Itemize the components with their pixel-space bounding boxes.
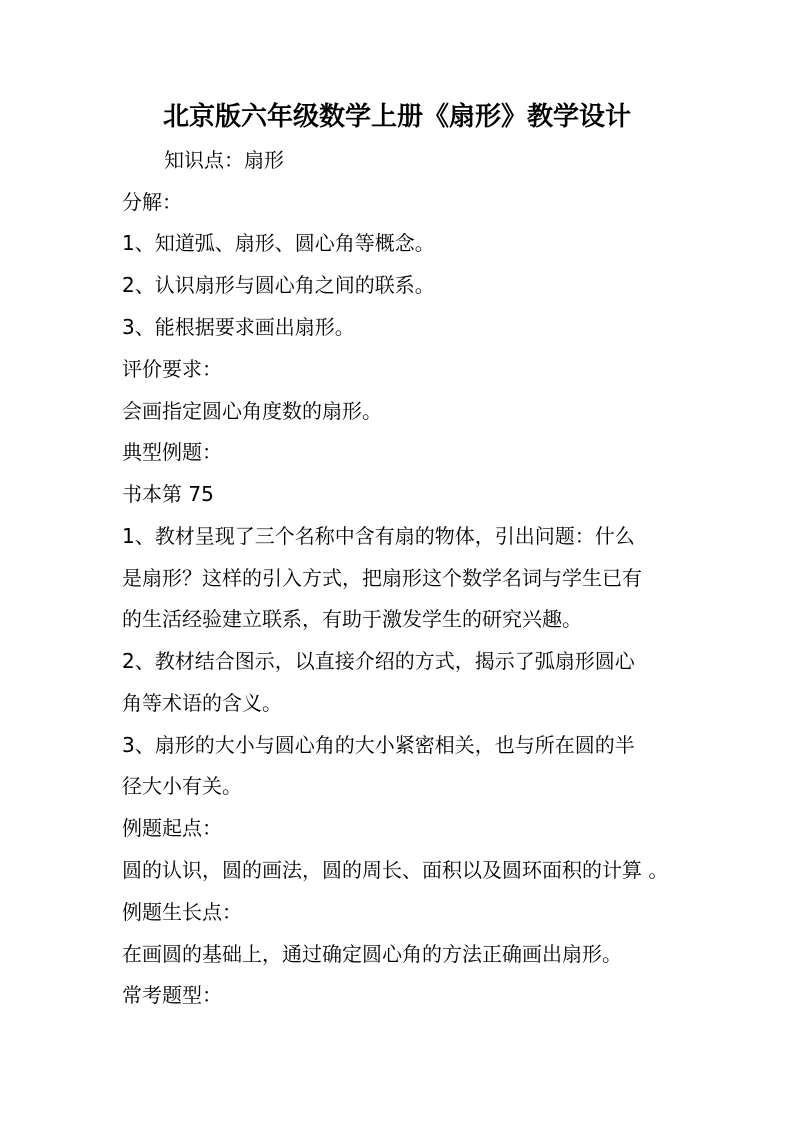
example-paragraph-line: 的生活经验建立联系，有助于激发学生的研究兴趣。 (122, 607, 582, 631)
evaluation-heading: 评价要求： (122, 357, 222, 381)
decomposition-item: 3、能根据要求画出扇形。 (122, 315, 355, 339)
document-title: 北京版六年级数学上册《扇形》教学设计 (162, 102, 631, 132)
book-page-reference: 书本第 75 (122, 482, 214, 506)
examples-heading: 典型例题： (122, 440, 222, 464)
common-questions-heading: 常考题型： (122, 983, 222, 1007)
decomposition-heading: 分解： (122, 190, 182, 214)
example-paragraph-line: 2、教材结合图示，以直接介绍的方式，揭示了弧扇形圆心 (122, 649, 635, 673)
example-paragraph-line: 角等术语的含义。 (122, 691, 282, 715)
knowledge-point: 知识点：扇形 (164, 148, 284, 172)
example-paragraph-line: 3、扇形的大小与圆心角的大小紧密相关，也与所在圆的半 (122, 733, 635, 757)
example-paragraph-line: 1、教材呈现了三个名称中含有扇的物体，引出问题：什么 (122, 524, 635, 548)
start-point-text: 圆的认识，圆的画法，圆的周长、面积以及圆环面积的计算 。 (122, 858, 669, 882)
start-point-heading: 例题起点： (122, 816, 222, 840)
example-paragraph-line: 径大小有关。 (122, 774, 242, 798)
decomposition-item: 1、知道弧、扇形、圆心角等概念。 (122, 231, 435, 255)
decomposition-item: 2、认识扇形与圆心角之间的联系。 (122, 273, 435, 297)
example-paragraph-line: 是扇形？这样的引入方式，把扇形这个数学名词与学生已有 (122, 566, 642, 590)
growth-point-heading: 例题生长点： (122, 900, 242, 924)
evaluation-text: 会画指定圆心角度数的扇形。 (122, 399, 382, 423)
growth-point-text: 在画圆的基础上，通过确定圆心角的方法正确画出扇形。 (122, 942, 622, 966)
